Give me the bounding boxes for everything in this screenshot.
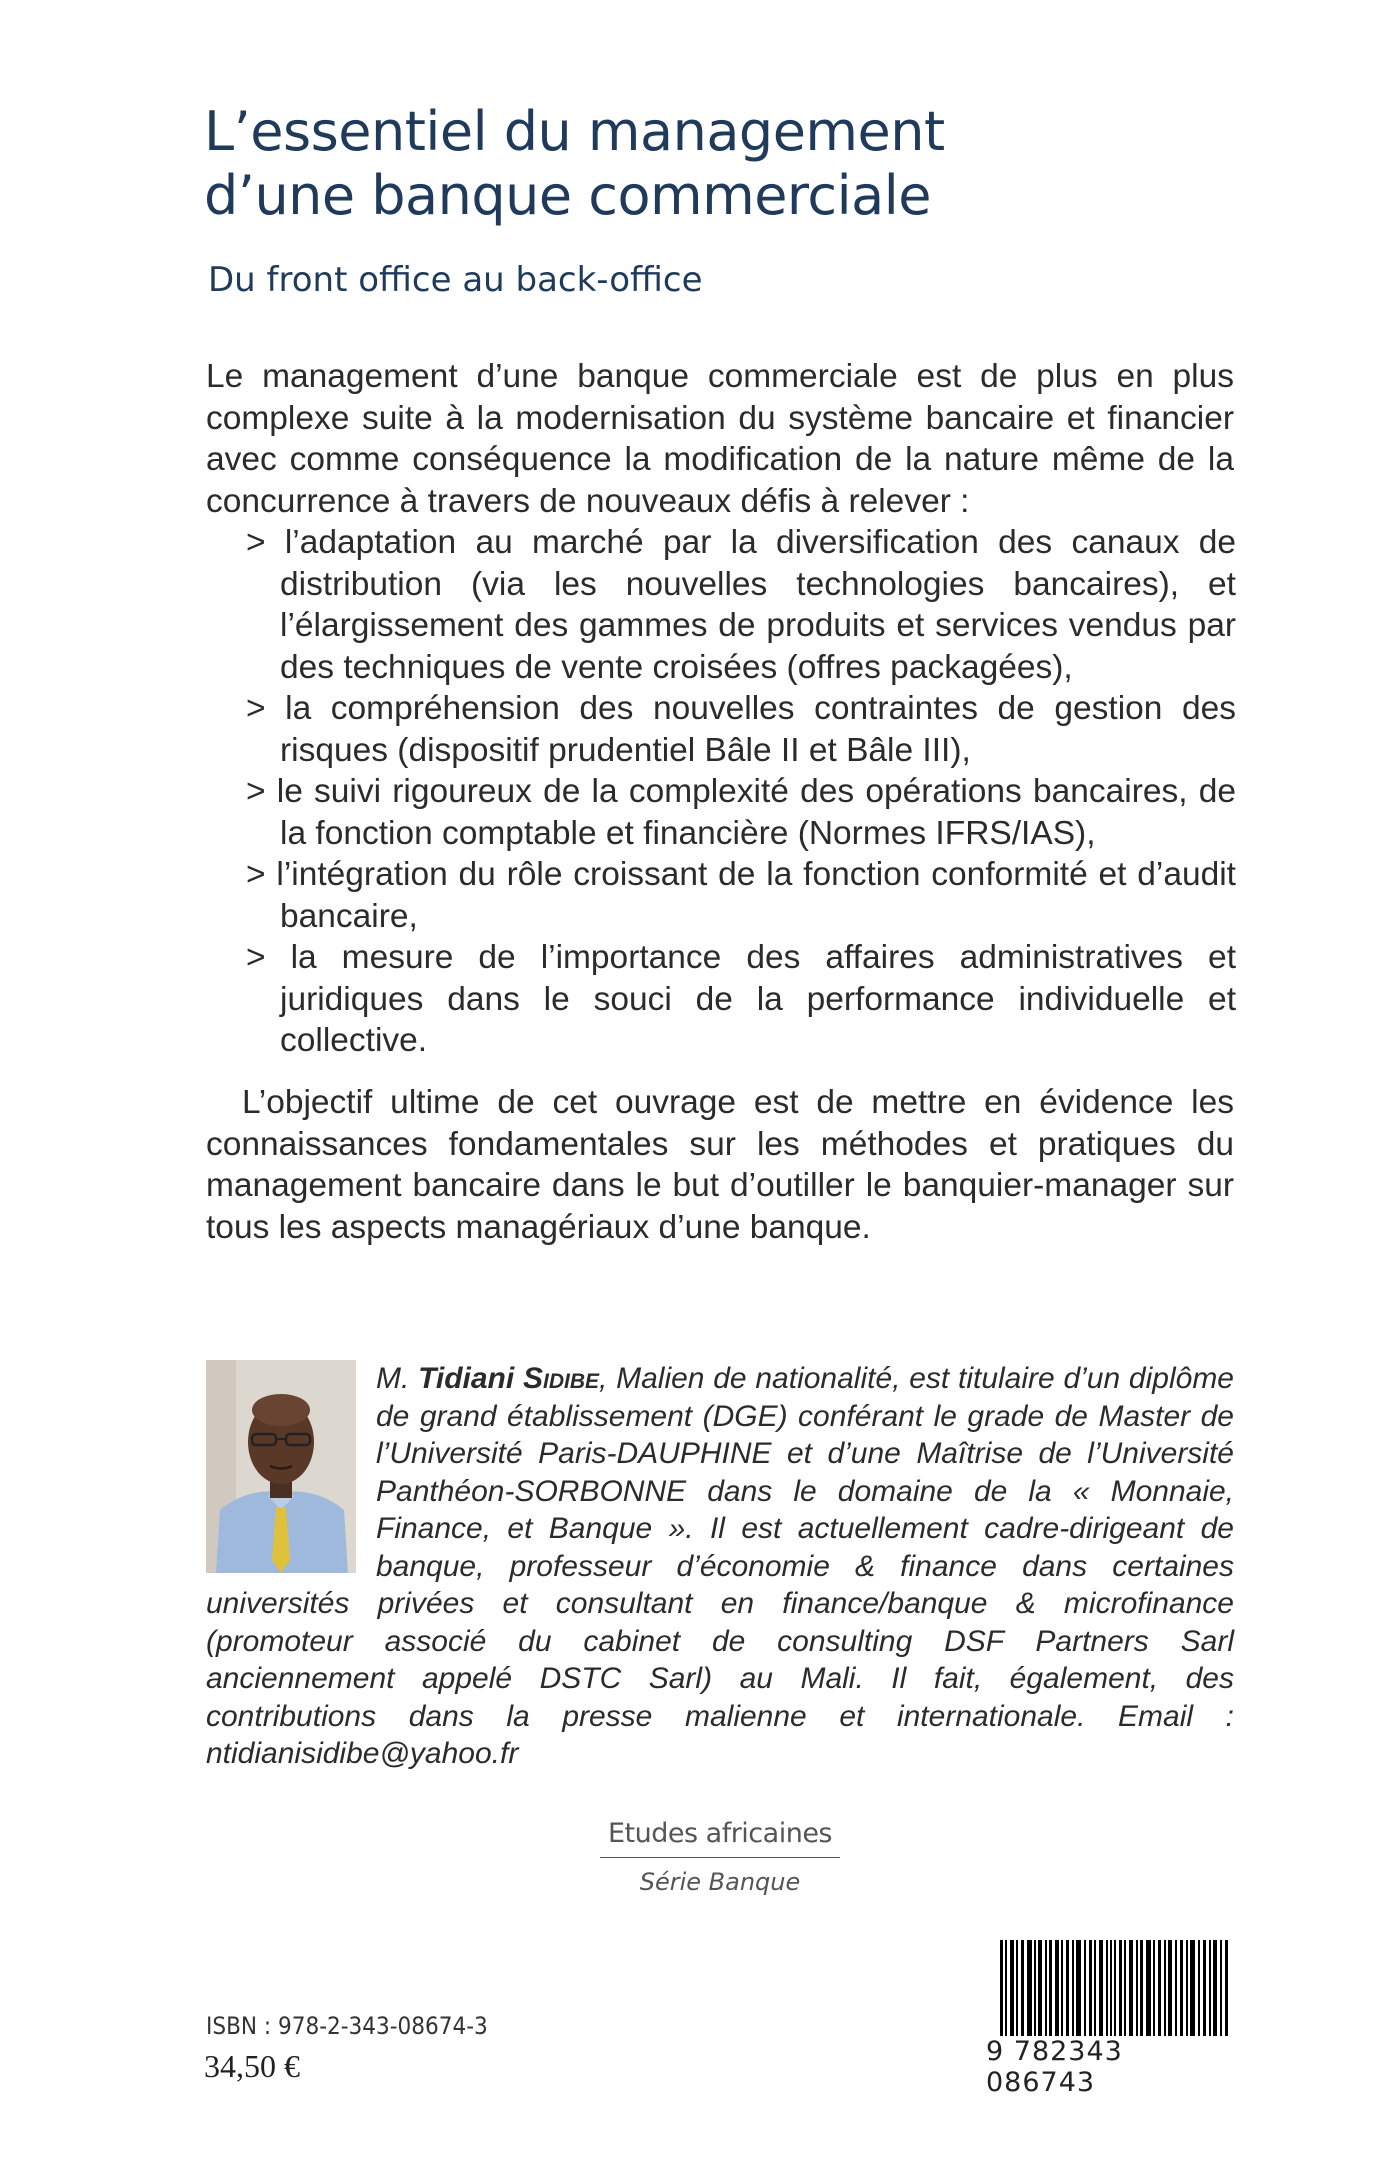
list-item: > l’intégration du rôle croissant de la fonction conformité et d’audit bancaire, (246, 856, 1236, 935)
book-title (204, 100, 1204, 228)
author-first-name: Tidiani (418, 1362, 515, 1395)
price: 34,50 € (204, 2048, 300, 2084)
author-bio-text: , Malien de nationalité, est titulaire d’un diplôme de grand établissement (DGE) conférant le grade de Master de l’Université Paris-DAUPHINE et d’une Maîtrise de l’Université Panthéon-SORBONNE dans le domaine de la « Monnaie, Finance, et Banque ». Il est actuellement cadre-dirigeant de banque, professeur d’économie & finance dans certaines universités privées et consultant en finance/banque & microfinance (promoteur associé du cabinet de consulting DSF Partners Sarl anciennement appelé DSTC Sarl) au Mali. Il fait, également, des contributions dans la presse malienne et internationale. Email : ntidianisidibe@yahoo.fr (206, 1362, 1234, 1770)
series-subtitle: Série Banque (639, 1868, 801, 1896)
list-item: > la mesure de l’importance des affaires administratives et juridiques dans le souci de la performance individuelle et collective. (246, 939, 1236, 1059)
book-title-line-1: L’essentiel du management (204, 100, 945, 163)
series-name: Etudes africaines (600, 1818, 840, 1858)
list-item: > le suivi rigoureux de la complexité des opérations bancaires, de la fonction comptable et financière (Normes IFRS/IAS), (246, 773, 1236, 852)
challenges-list (246, 522, 1236, 1062)
book-subtitle: Du front office au back-office (208, 260, 703, 300)
author-last-name: Sidibe (522, 1362, 600, 1395)
author-prefix: M. (376, 1362, 419, 1395)
author-bio (206, 1360, 1234, 1773)
barcode-digits: 9 782343 086743 (986, 2036, 1232, 2098)
summary-conclusion: L’objectif ultime de cet ouvrage est de mettre en évidence les connaissances fondamentales sur les méthodes et pratiques du management bancaire dans le but d’outiller le banquier-manager sur tous les aspects managériaux d’une banque. (206, 1084, 1234, 1246)
list-item: > l’adaptation au marché par la diversification des canaux de distribution (via les nouvelles technologies bancaires), et l’élargissement des gammes de produits et services vendus par des techniques de vente croisées (offres packagées), (246, 524, 1236, 686)
isbn: ISBN : 978-2-343-08674-3 (206, 2012, 488, 2040)
series-logo (600, 1818, 840, 1896)
list-item: > la compréhension des nouvelles contraintes de gestion des risques (dispositif prudentiel Bâle II et Bâle III), (246, 690, 1236, 769)
book-title-line-2: d’une banque commerciale (204, 164, 931, 227)
summary-intro: Le management d’une banque commerciale est de plus en plus complexe suite à la modernisation du système bancaire et financier avec comme conséquence la modification de la nature même de la concurrence à travers de nouveaux défis à relever : (206, 358, 1234, 520)
